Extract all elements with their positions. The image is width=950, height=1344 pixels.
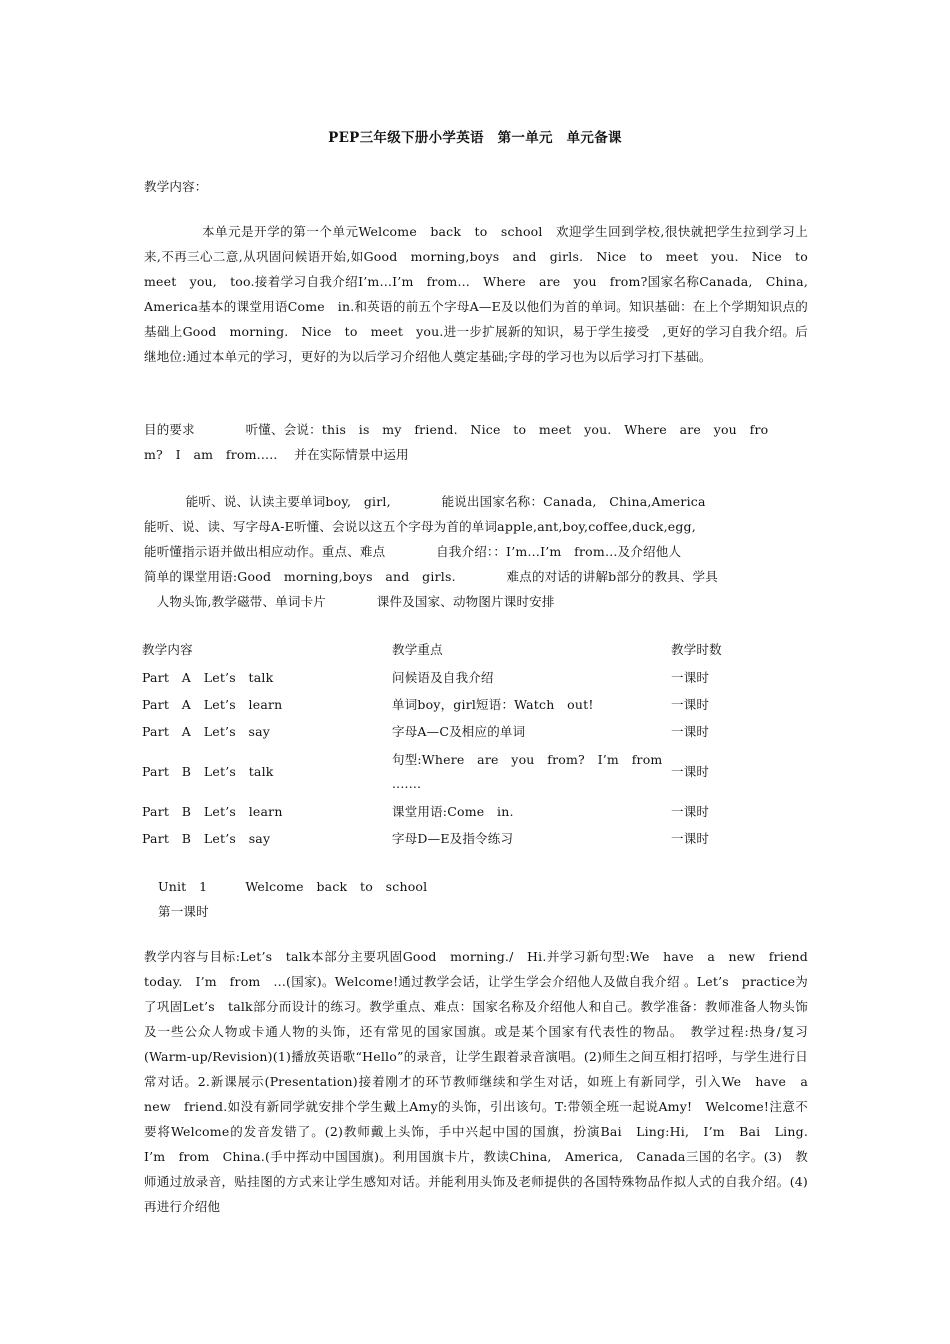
requirements-line-1: 能听、说、认读主要单词boy, girl, 能说出国家名称：Canada, China,America	[144, 494, 706, 509]
table-cell: Part B Let’s talk	[142, 764, 274, 779]
table-cell: 一课时	[671, 697, 710, 712]
requirements-line-2: 能听、说、读、写字母A-E听懂、会说以这五个字母为首的单词apple,ant,boy,coffee,duck,egg,	[144, 519, 696, 534]
table-cell: 句型:Where are you from? I’m from	[392, 752, 663, 767]
table-cell: Part A Let’s talk	[142, 670, 274, 685]
requirements-line-3: 能听懂指示语并做出相应动作。重点、难点 自我介绍：：I’m…I’m from…及介绍他人	[144, 544, 682, 559]
table-cell-continuation: .......	[392, 776, 422, 791]
table-cell: 字母A—C及相应的单词	[392, 724, 526, 739]
table-cell: Part A Let’s learn	[142, 697, 283, 712]
table-cell: 字母D—E及指令练习	[392, 831, 514, 846]
lesson-body: 教学内容与目标:Let’s talk本部分主要巩固Good morning./ Hi.并学习新句型:We have a new friend today. I’m from …(国家)。Welcome!通过教学会话，让学生学会介绍他人及做自我介绍 。Let’s practice为了巩固Let’s talk部分而设计的练习。教学重点、难点：国家名称及介绍他人和自己。教学准备：教师准备人物头饰及一些公众人物或卡通人物的头饰，还有常见的国家国旗。或是某个国家有代表性的物品。 教学过程:热身/复习(Warm-up/Revision)(1)播放英语歌“Hello”的录音，让学生跟着录音演唱。(2)师生之间互相打招呼，与学生进行日常对话。2.新课展示(Presentation)接着刚才的环节教师继续和学生对话，如班上有新同学，引入We have a new friend.如没有新同学就安排个学生戴上Amy的头饰，引出该句。T:带领全班一起说Amy! Welcome!注意不要将Welcome的发音发错了。(2)教师戴上头饰，手中兴起中国的国旗，扮演Bai Ling:Hi, I’m Bai Ling. I’m from China.(手中挥动中国国旗)。利用国旗卡片，教读China, America, Canada三国的名字。(3) 教师通过放录音，贴挂图的方式来让学生感知对话。并能利用头饰及老师提供的各国特殊物品作拟人式的自我介绍。(4)再进行介绍他	[144, 949, 821, 1214]
table-cell: 课堂用语:Come in.	[392, 804, 514, 819]
table-cell: 问候语及自我介绍	[392, 670, 494, 685]
table-cell: 单词boy，girl短语：Watch out!	[392, 697, 594, 712]
table-cell: 一课时	[671, 670, 710, 685]
table-header-focus: 教学重点	[392, 642, 443, 657]
goals-line-2: m? I am from..... 并在实际情景中运用	[144, 447, 409, 462]
table-cell: Part B Let’s say	[142, 831, 271, 846]
intro-paragraph: 本单元是开学的第一个单元Welcome back to school 欢迎学生回到学校,很快就把学生拉到学习上来,不再三心二意,从巩固问候语开始,如Good morning,boys and girls. Nice to meet you. Nice to meet you, too.接着学习自我介绍I’m…I’m from… Where are you from?国家名称Canada, China, America基本的课堂用语Come in.和英语的前五个字母A—E及以他们为首的单词。知识基础：在上个学期知识点的基础上Good morning. Nice to meet you.进一步扩展新的知识，易于学生接受 ,更好的学习自我介绍。后继地位:通过本单元的学习，更好的为以后学习介绍他人奠定基础;字母的学习也为以后学习打下基础。	[144, 224, 821, 364]
requirements-line-5: 人物头饰,教学磁带、单词卡片 课件及国家、动物图片课时安排	[144, 594, 555, 609]
goals-line-1: 目的要求 听懂、会说：this is my friend. Nice to meet you. Where are you fro	[144, 422, 769, 437]
table-header-content: 教学内容	[142, 642, 193, 657]
table-cell: 一课时	[671, 764, 710, 779]
table-cell: 一课时	[671, 804, 710, 819]
table-header-hours: 教学时数	[671, 642, 722, 657]
table-cell: Part A Let’s say	[142, 724, 271, 739]
requirements-line-4: 简单的课堂用语:Good morning,boys and girls. 难点的对话的讲解b部分的教具、学具	[144, 569, 718, 584]
unit-title: Unit 1 Welcome back to school	[158, 879, 428, 894]
lesson-title: 第一课时	[158, 904, 209, 919]
document-title: PEP三年级下册小学英语 第一单元 单元备课	[328, 130, 622, 146]
content-label: 教学内容：	[144, 179, 208, 194]
table-cell: Part B Let’s learn	[142, 804, 283, 819]
table-cell: 一课时	[671, 831, 710, 846]
table-cell: 一课时	[671, 724, 710, 739]
